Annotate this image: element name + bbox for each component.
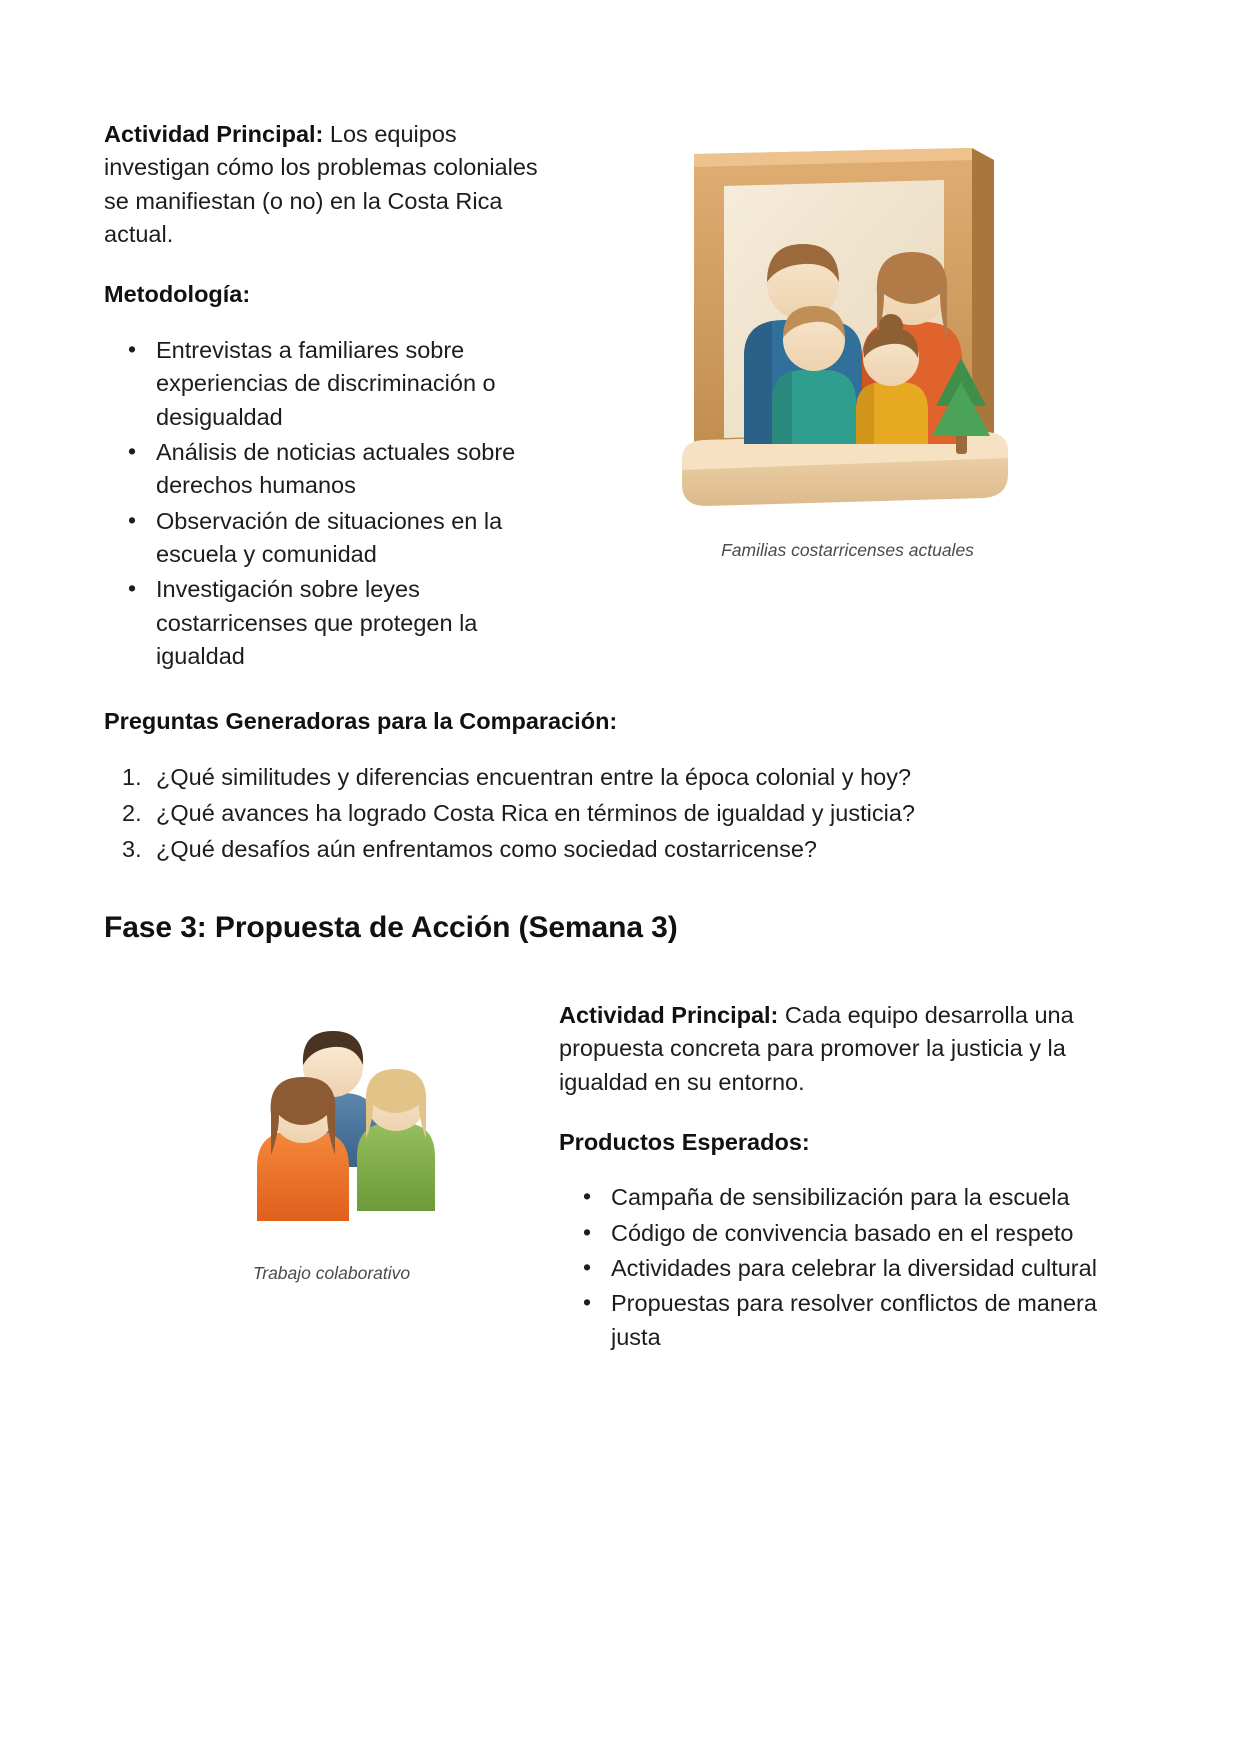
team-figure-caption: Trabajo colaborativo bbox=[252, 1262, 411, 1283]
list-item: • Análisis de noticias actuales sobre derechos humanos bbox=[156, 436, 559, 503]
family-portrait-illustration bbox=[672, 144, 1024, 522]
products-list bbox=[559, 1181, 1136, 1354]
products-heading: Productos Esperados: bbox=[559, 1128, 810, 1155]
methodology-list bbox=[104, 334, 559, 674]
section-three-text-column bbox=[559, 993, 1136, 1356]
family-figure-caption: Familias costarricenses actuales bbox=[721, 540, 974, 560]
list-item: ¿Qué similitudes y diferencias encuentran entre la época colonial y hoy? bbox=[156, 763, 912, 790]
list-item: • Propuestas para resolver conflictos de manera justa bbox=[611, 1287, 1136, 1354]
list-item: • Investigación sobre leyes costarricenses que protegen la igualdad bbox=[156, 573, 559, 673]
figure-child-teal bbox=[772, 306, 856, 444]
activity-principal-paragraph bbox=[104, 118, 559, 251]
list-item: • Entrevistas a familiares sobre experiencias de discriminación o desigualdad bbox=[156, 334, 559, 434]
questions-block bbox=[104, 705, 1136, 866]
questions-heading: Preguntas Generadoras para la Comparación: bbox=[104, 708, 618, 735]
activity-principal-label: Actividad Principal: bbox=[104, 121, 324, 147]
list-item: • Actividades para celebrar la diversidad cultural bbox=[611, 1252, 1136, 1285]
list-item: • Campaña de sensibilización para la escuela bbox=[611, 1181, 1136, 1214]
questions-list bbox=[104, 761, 1136, 867]
phase-three-activity-paragraph bbox=[559, 999, 1136, 1099]
team-collaboration-svg bbox=[217, 1015, 447, 1245]
phase-three-heading: Fase 3: Propuesta de Acción (Semana 3) bbox=[104, 910, 678, 944]
section-three-figure-column bbox=[104, 993, 559, 1284]
section-one-figure-column bbox=[559, 118, 1136, 561]
figure-right-woman bbox=[357, 1069, 435, 1211]
section-phase-three bbox=[104, 993, 1136, 1356]
methodology-heading: Metodología: bbox=[104, 281, 251, 308]
list-item: ¿Qué avances ha logrado Costa Rica en términos de igualdad y justicia? bbox=[156, 800, 915, 827]
phase-three-activity-text: Cada equipo desarrolla una propuesta concreta para promover la justicia y la igualdad en su entorno. bbox=[559, 1001, 1074, 1095]
phase-three-activity-label: Actividad Principal: bbox=[559, 1001, 779, 1028]
activity-principal-text: Los equipos investigan cómo los problemas coloniales se manifiestan (o no) en la Costa Rica actual. bbox=[104, 121, 538, 248]
section-one-text-column bbox=[104, 118, 559, 675]
list-item: • Observación de situaciones en la escuela y comunidad bbox=[156, 505, 559, 572]
section-activity-methodology bbox=[104, 118, 1136, 675]
list-item: ¿Qué desafíos aún enfrentamos como sociedad costarricense? bbox=[156, 836, 817, 863]
list-item: • Código de convivencia basado en el respeto bbox=[611, 1217, 1136, 1250]
team-collaboration-illustration bbox=[217, 1015, 447, 1245]
family-portrait-svg bbox=[672, 144, 1024, 522]
